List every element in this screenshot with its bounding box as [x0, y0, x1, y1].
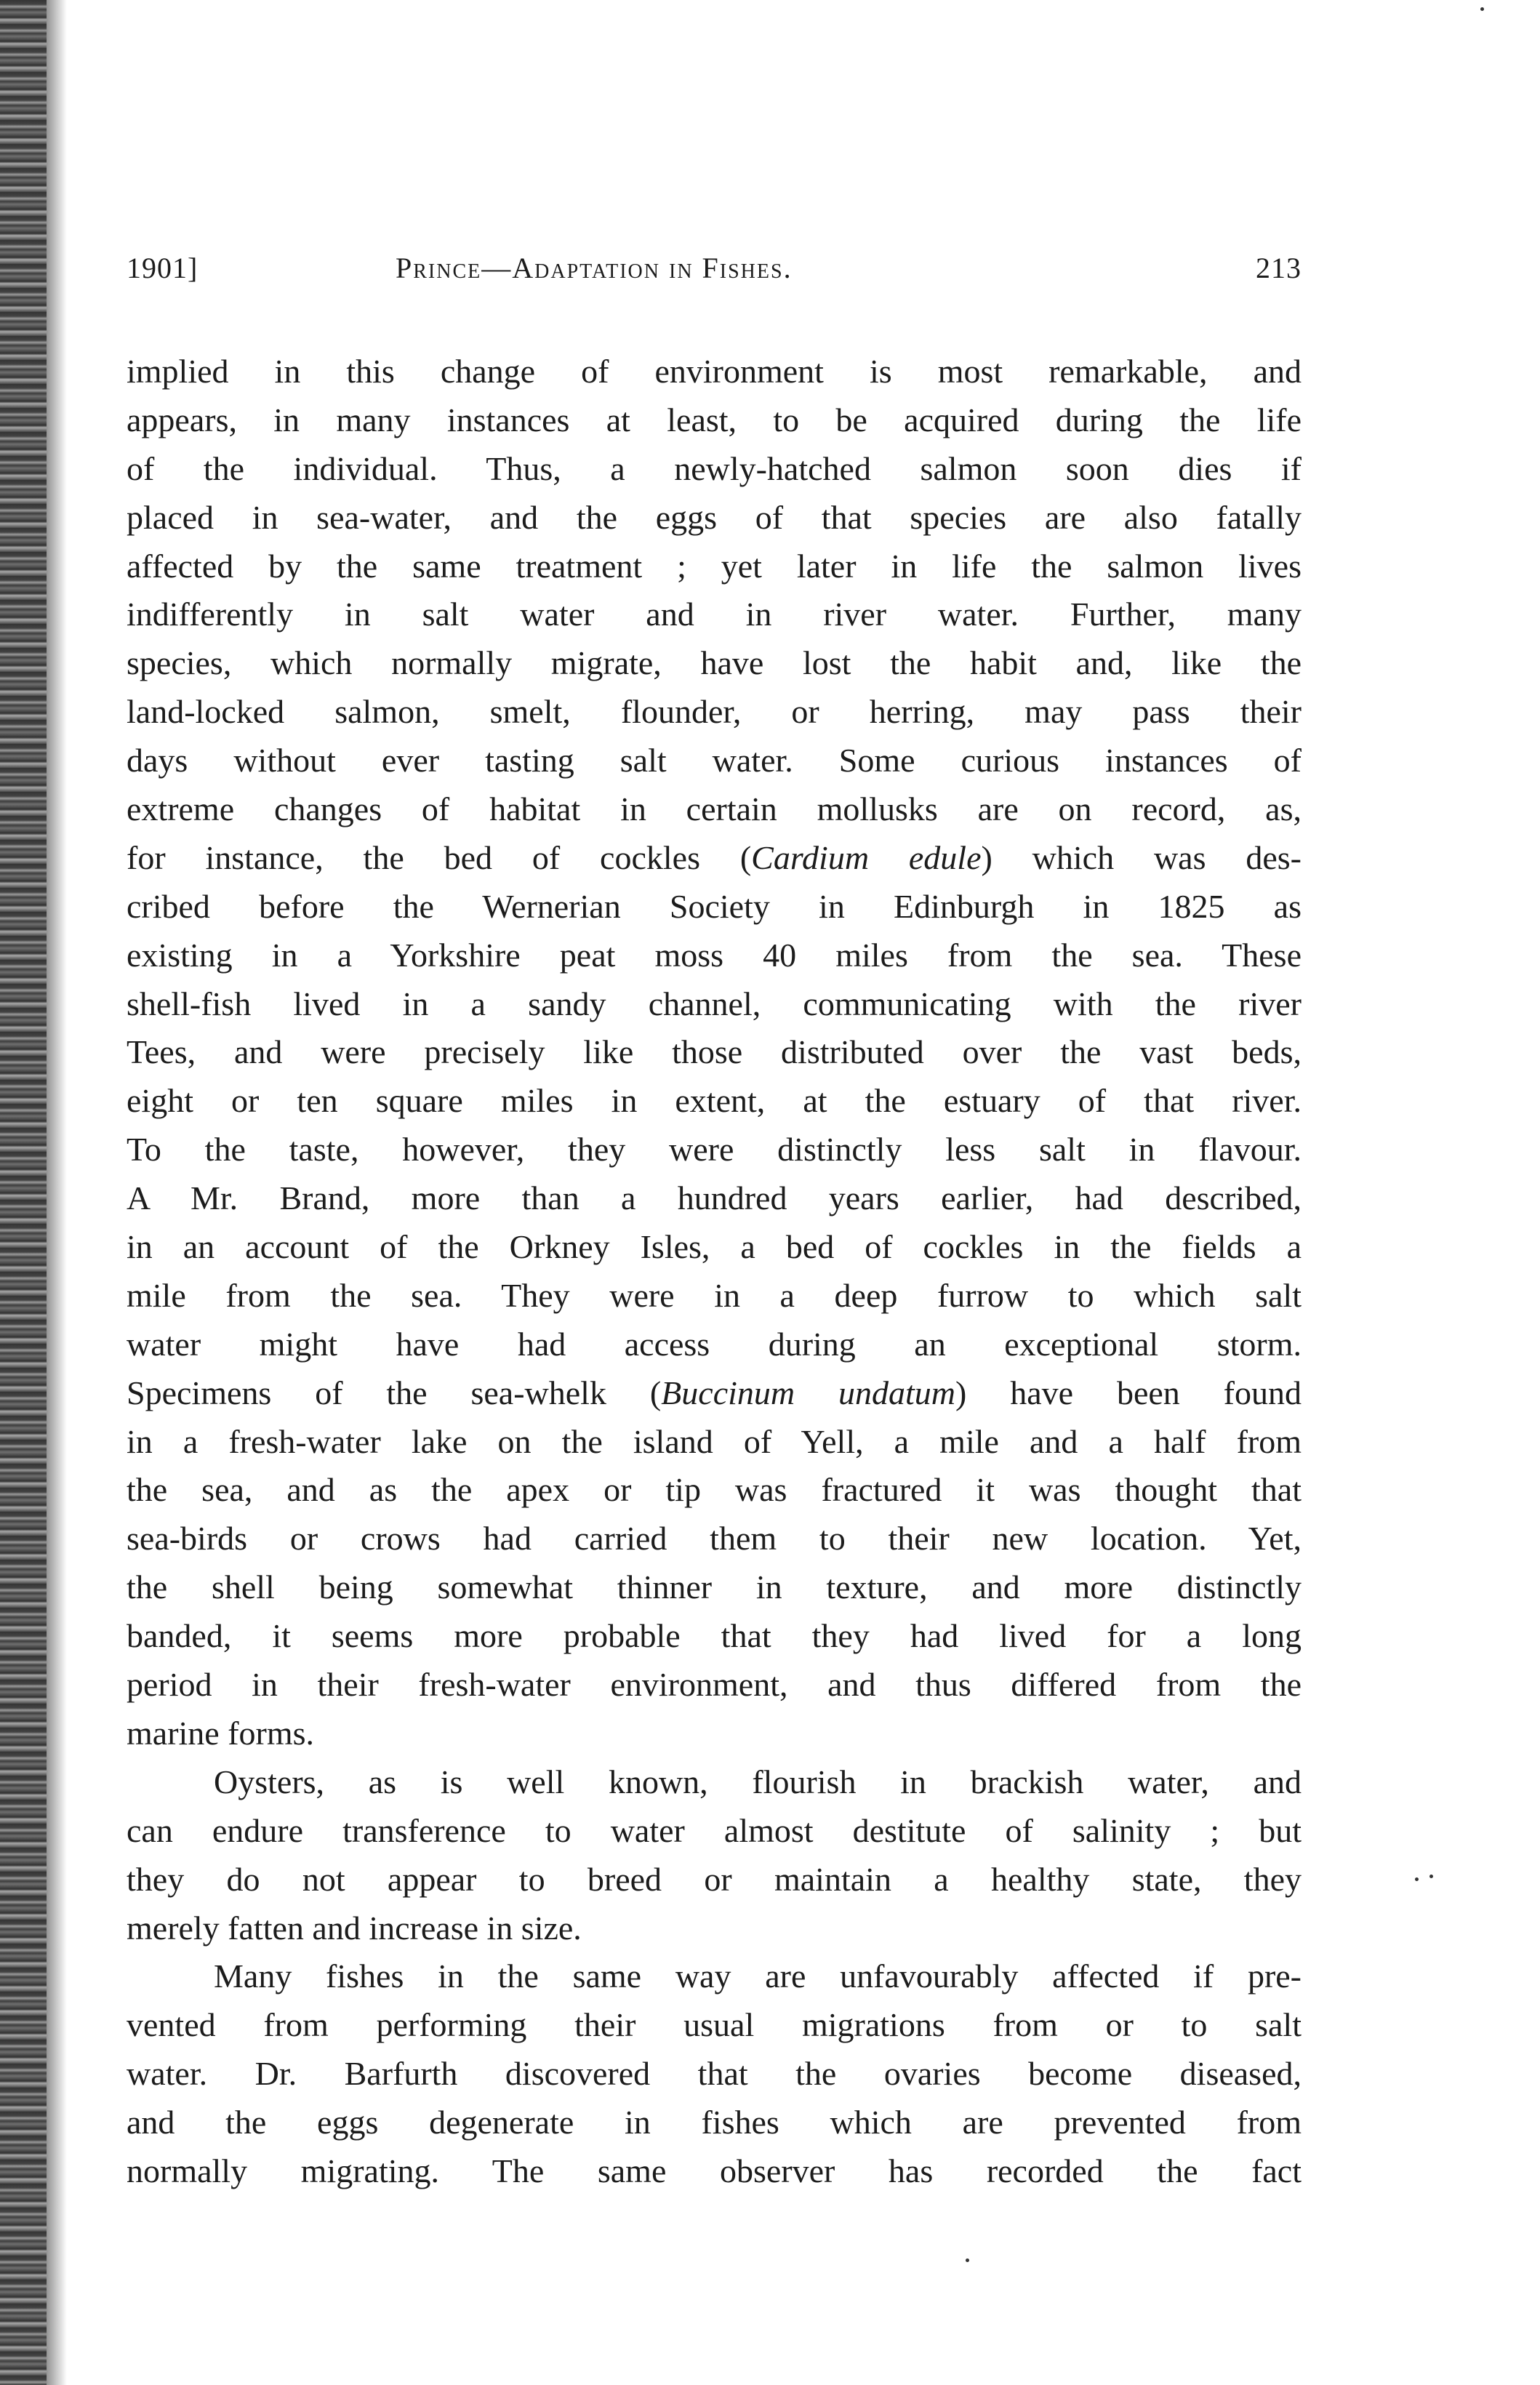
text-line: and the eggs degenerate in fishes which are prevented from [127, 2104, 1302, 2141]
text-line: Oysters, as is well known, flourish in brackish water, and [214, 1763, 1302, 1800]
text-line: days without ever tasting salt water. Some curious instances of [127, 742, 1302, 779]
text-line: indifferently in salt water and in river water. Further, many [127, 596, 1302, 633]
text-line: in a fresh-water lake on the island of Yell, a mile and a half from [127, 1422, 1302, 1460]
book-page [127, 0, 1302, 2385]
text-line: mile from the sea. They were in a deep furrow to which salt [127, 1276, 1302, 1314]
body-text [127, 348, 1302, 2196]
text-line: existing in a Yorkshire peat moss 40 miles from the sea. These [127, 936, 1302, 974]
text-line: marine forms. [127, 1714, 315, 1752]
text-line: the sea, and as the apex or tip was fractured it was thought that [127, 1471, 1302, 1509]
text-line: eight or ten square miles in extent, at the estuary of that river. [127, 1082, 1302, 1120]
text-line: in an account of the Orkney Isles, a bed of cockles in the fields a [127, 1228, 1302, 1266]
text-line: can endure transference to water almost destitute of salinity ; but [127, 1811, 1302, 1849]
text-line: extreme changes of habitat in certain mollusks are on record, as, [127, 790, 1302, 828]
binding-shadow [47, 0, 67, 2385]
scan-speck [1415, 1877, 1419, 1881]
text-line: banded, it seems more probable that they had lived for a long [127, 1617, 1302, 1655]
text-line: period in their fresh-water environment, and thus differed from the [127, 1666, 1302, 1704]
text-line: normally migrating. The same observer has recorded the fact [127, 2152, 1302, 2189]
text-line: shell-fish lived in a sandy channel, communicating with the river [127, 985, 1302, 1022]
text-line: for instance, the bed of cockles (Cardium edule) which was des- [127, 838, 1302, 876]
text-line: vented from performing their usual migrations from or to salt [127, 2006, 1302, 2044]
text-line: implied in this change of environment is most remarkable, and [127, 353, 1302, 390]
text-line: land-locked salmon, smelt, flounder, or herring, may pass their [127, 693, 1302, 731]
text-line: A Mr. Brand, more than a hundred years earlier, had described, [127, 1179, 1302, 1217]
scan-speck [1429, 1875, 1433, 1878]
text-line: appears, in many instances at least, to be acquired during the life [127, 401, 1302, 438]
text-line: Many fishes in the same way are unfavourably affected if pre- [214, 1957, 1302, 1995]
text-line: they do not appear to breed or maintain a healthy state, they [127, 1860, 1302, 1898]
scan-speck [966, 2258, 969, 2262]
text-line: sea-birds or crows had carried them to their new location. Yet, [127, 1520, 1302, 1558]
text-line: cribed before the Wernerian Society in Edinburgh in 1825 as [127, 887, 1302, 925]
scanned-binding-edge [0, 0, 47, 2385]
running-head-title: Prince—Adaptation in Fishes. [396, 252, 793, 284]
text-line: water. Dr. Barfurth discovered that the ovaries become diseased, [127, 2055, 1302, 2093]
text-line: placed in sea-water, and the eggs of that species are also fatally [127, 498, 1302, 536]
text-line: To the taste, however, they were distinctly less salt in flavour. [127, 1131, 1302, 1169]
text-line: Specimens of the sea-whelk (Buccinum undatum) have been found [127, 1374, 1302, 1411]
text-line: water might have had access during an exceptional storm. [127, 1325, 1302, 1363]
scan-speck [1480, 7, 1484, 11]
running-head-year: 1901] [127, 252, 198, 284]
text-line: of the individual. Thus, a newly-hatched salmon soon dies if [127, 449, 1302, 487]
text-line: species, which normally migrate, have lost the habit and, like the [127, 644, 1302, 682]
text-line: Tees, and were precisely like those distributed over the vast beds, [127, 1033, 1302, 1071]
species-name: Cardium edule [751, 838, 982, 876]
text-line: merely fatten and increase in size. [127, 1909, 582, 1947]
page-number: 213 [1256, 252, 1302, 284]
running-head [127, 251, 1302, 294]
text-line: the shell being somewhat thinner in texture, and more distinctly [127, 1568, 1302, 1606]
text-line: affected by the same treatment ; yet later in life the salmon lives [127, 547, 1302, 585]
species-name: Buccinum undatum [661, 1374, 955, 1411]
